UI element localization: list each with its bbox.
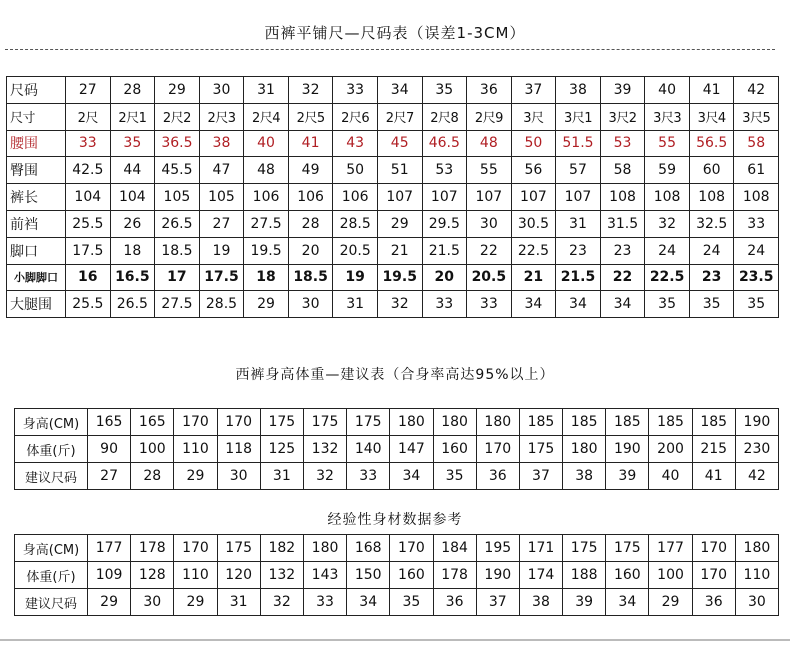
experience-chart-title: 经验性身材数据参考 xyxy=(327,512,463,528)
table-cell: 175 xyxy=(303,409,346,436)
table-cell: 29 xyxy=(174,463,217,490)
table-cell: 3尺4 xyxy=(689,103,734,130)
table-cell: 36 xyxy=(692,589,735,616)
table-cell: 175 xyxy=(260,409,303,436)
table-cell: 33 xyxy=(333,77,378,104)
table-cell: 30 xyxy=(467,210,512,237)
table-cell: 175 xyxy=(563,535,606,562)
table-cell: 24 xyxy=(734,237,779,264)
table-cell: 29 xyxy=(377,210,422,237)
table-cell: 34 xyxy=(511,291,556,318)
table-cell: 30 xyxy=(131,589,174,616)
table-row xyxy=(15,409,779,436)
table-cell: 160 xyxy=(390,562,433,589)
table-cell: 128 xyxy=(131,562,174,589)
table-cell: 46.5 xyxy=(422,130,467,157)
table-cell: 100 xyxy=(649,562,692,589)
table-cell: 107 xyxy=(467,184,512,211)
table-cell: 36 xyxy=(433,589,476,616)
row-header: 体重(斤) xyxy=(15,436,88,463)
table-cell: 171 xyxy=(519,535,562,562)
table-cell: 29.5 xyxy=(422,210,467,237)
table-cell: 23 xyxy=(556,237,601,264)
table-cell: 31 xyxy=(556,210,601,237)
table-cell: 140 xyxy=(347,436,390,463)
table-cell: 150 xyxy=(347,562,390,589)
table-cell: 22.5 xyxy=(511,237,556,264)
table-cell: 24 xyxy=(645,237,690,264)
table-cell: 33 xyxy=(347,463,390,490)
table-cell: 48 xyxy=(467,130,512,157)
row-header: 臀围 xyxy=(7,157,66,184)
table-cell: 36.5 xyxy=(155,130,200,157)
table-cell: 32 xyxy=(288,77,333,104)
table-cell: 180 xyxy=(476,409,519,436)
table-cell: 109 xyxy=(88,562,131,589)
table-row xyxy=(15,463,779,490)
table-cell: 190 xyxy=(606,436,649,463)
table-cell: 19 xyxy=(199,237,244,264)
table-cell: 29 xyxy=(174,589,217,616)
table-cell: 120 xyxy=(217,562,260,589)
row-header: 身高(CM) xyxy=(15,409,88,436)
bottom-border xyxy=(0,639,790,641)
table-row xyxy=(7,130,779,157)
table-row xyxy=(7,237,779,264)
table-cell: 170 xyxy=(217,409,260,436)
table-cell: 175 xyxy=(519,436,562,463)
table-cell: 32 xyxy=(645,210,690,237)
table-cell: 174 xyxy=(519,562,562,589)
table-cell: 23 xyxy=(689,264,734,291)
table-cell: 108 xyxy=(689,184,734,211)
table-cell: 29 xyxy=(649,589,692,616)
table-cell: 2尺6 xyxy=(333,103,378,130)
table-cell: 33 xyxy=(734,210,779,237)
table-cell: 107 xyxy=(377,184,422,211)
table-cell: 180 xyxy=(563,436,606,463)
table-cell: 37 xyxy=(519,463,562,490)
table-cell: 43 xyxy=(333,130,378,157)
table-cell: 34 xyxy=(556,291,601,318)
table-cell: 45.5 xyxy=(155,157,200,184)
table-cell: 21.5 xyxy=(422,237,467,264)
table-cell: 24 xyxy=(689,237,734,264)
table-cell: 18 xyxy=(110,237,155,264)
table-cell: 37 xyxy=(511,77,556,104)
table-cell: 190 xyxy=(735,409,778,436)
table-cell: 132 xyxy=(303,436,346,463)
table-cell: 118 xyxy=(217,436,260,463)
table-cell: 39 xyxy=(606,463,649,490)
table-cell: 170 xyxy=(692,562,735,589)
table-cell: 16.5 xyxy=(110,264,155,291)
table-cell: 44 xyxy=(110,157,155,184)
table-cell: 35 xyxy=(645,291,690,318)
table-cell: 170 xyxy=(174,409,217,436)
table-row xyxy=(7,103,779,130)
table-cell: 42 xyxy=(735,463,778,490)
table-cell: 35 xyxy=(689,291,734,318)
table-cell: 106 xyxy=(288,184,333,211)
table-cell: 27 xyxy=(66,77,111,104)
table-row xyxy=(7,77,779,104)
table-cell: 2尺 xyxy=(66,103,111,130)
experience-chart-table xyxy=(14,534,779,616)
table-cell: 30 xyxy=(735,589,778,616)
table-cell: 104 xyxy=(66,184,111,211)
table-cell: 33 xyxy=(303,589,346,616)
table-cell: 26.5 xyxy=(155,210,200,237)
table-cell: 170 xyxy=(174,535,217,562)
table-cell: 53 xyxy=(422,157,467,184)
table-cell: 107 xyxy=(422,184,467,211)
table-cell: 147 xyxy=(390,436,433,463)
table-cell: 61 xyxy=(734,157,779,184)
table-cell: 170 xyxy=(692,535,735,562)
table-cell: 41 xyxy=(689,77,734,104)
table-cell: 215 xyxy=(692,436,735,463)
table-cell: 22 xyxy=(600,264,645,291)
table-cell: 42 xyxy=(734,77,779,104)
table-cell: 51.5 xyxy=(556,130,601,157)
table-cell: 32 xyxy=(303,463,346,490)
table-row xyxy=(15,562,779,589)
table-cell: 19.5 xyxy=(244,237,289,264)
table-cell: 27 xyxy=(199,210,244,237)
table-cell: 39 xyxy=(600,77,645,104)
table-cell: 53 xyxy=(600,130,645,157)
table-cell: 2尺5 xyxy=(288,103,333,130)
table-cell: 177 xyxy=(88,535,131,562)
row-header: 脚口 xyxy=(7,237,66,264)
table-cell: 34 xyxy=(390,463,433,490)
table-cell: 2尺3 xyxy=(199,103,244,130)
table-cell: 110 xyxy=(174,436,217,463)
table-cell: 105 xyxy=(199,184,244,211)
table-cell: 106 xyxy=(333,184,378,211)
table-cell: 56 xyxy=(511,157,556,184)
table-cell: 20 xyxy=(288,237,333,264)
row-header: 身高(CM) xyxy=(15,535,88,562)
table-cell: 60 xyxy=(689,157,734,184)
table-cell: 160 xyxy=(606,562,649,589)
table-cell: 38 xyxy=(199,130,244,157)
table-cell: 26.5 xyxy=(110,291,155,318)
table-cell: 33 xyxy=(66,130,111,157)
table-cell: 28.5 xyxy=(333,210,378,237)
table-cell: 195 xyxy=(476,535,519,562)
table-cell: 29 xyxy=(244,291,289,318)
table-cell: 170 xyxy=(390,535,433,562)
table-cell: 38 xyxy=(563,463,606,490)
table-cell: 178 xyxy=(131,535,174,562)
row-header: 建议尺码 xyxy=(15,463,88,490)
row-header: 尺寸 xyxy=(7,103,66,130)
table-row xyxy=(7,291,779,318)
table-cell: 184 xyxy=(433,535,476,562)
table-cell: 175 xyxy=(217,535,260,562)
table-cell: 32.5 xyxy=(689,210,734,237)
table-cell: 25.5 xyxy=(66,291,111,318)
table-cell: 40 xyxy=(645,77,690,104)
table-cell: 23.5 xyxy=(734,264,779,291)
table-cell: 31.5 xyxy=(600,210,645,237)
table-cell: 21 xyxy=(377,237,422,264)
table-cell: 30 xyxy=(217,463,260,490)
table-cell: 48 xyxy=(244,157,289,184)
table-cell: 31 xyxy=(244,77,289,104)
table-row xyxy=(7,184,779,211)
table-cell: 28 xyxy=(110,77,155,104)
table-cell: 59 xyxy=(645,157,690,184)
table-cell: 178 xyxy=(433,562,476,589)
table-cell: 107 xyxy=(556,184,601,211)
table-cell: 125 xyxy=(260,436,303,463)
table-cell: 25.5 xyxy=(66,210,111,237)
table-cell: 175 xyxy=(606,535,649,562)
table-cell: 34 xyxy=(377,77,422,104)
table-cell: 19.5 xyxy=(377,264,422,291)
table-cell: 29 xyxy=(155,77,200,104)
row-header: 大腿围 xyxy=(7,291,66,318)
table-cell: 104 xyxy=(110,184,155,211)
table-cell: 35 xyxy=(734,291,779,318)
table-cell: 168 xyxy=(347,535,390,562)
table-cell: 32 xyxy=(260,589,303,616)
table-cell: 170 xyxy=(476,436,519,463)
title-divider xyxy=(5,49,775,50)
table-cell: 16 xyxy=(66,264,111,291)
row-header: 小脚脚口 xyxy=(7,264,66,291)
table-cell: 18.5 xyxy=(155,237,200,264)
table-cell: 56.5 xyxy=(689,130,734,157)
table-cell: 30 xyxy=(199,77,244,104)
table-cell: 27.5 xyxy=(244,210,289,237)
table-cell: 165 xyxy=(131,409,174,436)
table-cell: 3尺5 xyxy=(734,103,779,130)
row-header: 腰围 xyxy=(7,130,66,157)
table-cell: 58 xyxy=(600,157,645,184)
table-cell: 55 xyxy=(645,130,690,157)
table-cell: 110 xyxy=(735,562,778,589)
table-row xyxy=(7,210,779,237)
table-cell: 165 xyxy=(88,409,131,436)
table-cell: 55 xyxy=(467,157,512,184)
table-cell: 2尺1 xyxy=(110,103,155,130)
table-cell: 3尺1 xyxy=(556,103,601,130)
table-cell: 106 xyxy=(244,184,289,211)
table-row xyxy=(7,264,779,291)
table-cell: 185 xyxy=(606,409,649,436)
table-row xyxy=(15,436,779,463)
table-cell: 47 xyxy=(199,157,244,184)
table-cell: 23 xyxy=(600,237,645,264)
table-cell: 49 xyxy=(288,157,333,184)
table-cell: 180 xyxy=(735,535,778,562)
table-cell: 108 xyxy=(645,184,690,211)
table-cell: 110 xyxy=(174,562,217,589)
recommend-chart-table xyxy=(14,408,779,490)
table-cell: 39 xyxy=(563,589,606,616)
table-cell: 27 xyxy=(88,463,131,490)
table-cell: 31 xyxy=(333,291,378,318)
row-header: 尺码 xyxy=(7,77,66,104)
table-cell: 180 xyxy=(390,409,433,436)
table-cell: 100 xyxy=(131,436,174,463)
table-cell: 177 xyxy=(649,535,692,562)
row-header: 建议尺码 xyxy=(15,589,88,616)
table-cell: 36 xyxy=(467,77,512,104)
table-cell: 20.5 xyxy=(467,264,512,291)
table-cell: 2尺4 xyxy=(244,103,289,130)
table-cell: 33 xyxy=(422,291,467,318)
table-cell: 27.5 xyxy=(155,291,200,318)
table-cell: 132 xyxy=(260,562,303,589)
table-cell: 26 xyxy=(110,210,155,237)
table-cell: 2尺2 xyxy=(155,103,200,130)
table-cell: 21 xyxy=(511,264,556,291)
table-cell: 2尺9 xyxy=(467,103,512,130)
table-cell: 35 xyxy=(390,589,433,616)
size-chart-table xyxy=(6,76,779,318)
table-cell: 35 xyxy=(433,463,476,490)
table-cell: 185 xyxy=(563,409,606,436)
table-cell: 34 xyxy=(600,291,645,318)
row-header: 前裆 xyxy=(7,210,66,237)
table-cell: 40 xyxy=(244,130,289,157)
table-cell: 31 xyxy=(260,463,303,490)
table-cell: 190 xyxy=(476,562,519,589)
table-cell: 40 xyxy=(649,463,692,490)
table-cell: 200 xyxy=(649,436,692,463)
table-cell: 2尺7 xyxy=(377,103,422,130)
table-cell: 58 xyxy=(734,130,779,157)
table-cell: 17 xyxy=(155,264,200,291)
table-cell: 33 xyxy=(467,291,512,318)
table-cell: 21.5 xyxy=(556,264,601,291)
size-chart-title: 西裤平铺尺—尺码表（误差1-3CM） xyxy=(264,24,526,42)
table-cell: 38 xyxy=(519,589,562,616)
table-cell: 32 xyxy=(377,291,422,318)
row-header: 体重(斤) xyxy=(15,562,88,589)
table-cell: 143 xyxy=(303,562,346,589)
table-cell: 36 xyxy=(476,463,519,490)
table-cell: 230 xyxy=(735,436,778,463)
table-cell: 20.5 xyxy=(333,237,378,264)
table-cell: 160 xyxy=(433,436,476,463)
table-cell: 34 xyxy=(606,589,649,616)
table-cell: 38 xyxy=(556,77,601,104)
table-cell: 35 xyxy=(422,77,467,104)
table-cell: 3尺 xyxy=(511,103,556,130)
table-cell: 28 xyxy=(288,210,333,237)
table-cell: 185 xyxy=(692,409,735,436)
table-cell: 29 xyxy=(88,589,131,616)
table-cell: 35 xyxy=(110,130,155,157)
table-cell: 34 xyxy=(347,589,390,616)
table-cell: 105 xyxy=(155,184,200,211)
table-row xyxy=(15,535,779,562)
table-cell: 2尺8 xyxy=(422,103,467,130)
table-row xyxy=(15,589,779,616)
table-cell: 18.5 xyxy=(288,264,333,291)
table-cell: 17.5 xyxy=(199,264,244,291)
table-cell: 188 xyxy=(563,562,606,589)
table-cell: 182 xyxy=(260,535,303,562)
table-cell: 41 xyxy=(692,463,735,490)
table-row xyxy=(7,157,779,184)
table-cell: 3尺2 xyxy=(600,103,645,130)
table-cell: 50 xyxy=(333,157,378,184)
table-cell: 37 xyxy=(476,589,519,616)
table-cell: 51 xyxy=(377,157,422,184)
recommend-chart-title: 西裤身高体重—建议表（合身率高达95%以上） xyxy=(235,367,555,383)
table-cell: 108 xyxy=(600,184,645,211)
table-cell: 107 xyxy=(511,184,556,211)
table-cell: 108 xyxy=(734,184,779,211)
table-cell: 28.5 xyxy=(199,291,244,318)
table-cell: 17.5 xyxy=(66,237,111,264)
table-cell: 30.5 xyxy=(511,210,556,237)
table-cell: 185 xyxy=(519,409,562,436)
table-cell: 90 xyxy=(88,436,131,463)
table-cell: 19 xyxy=(333,264,378,291)
table-cell: 3尺3 xyxy=(645,103,690,130)
table-cell: 22.5 xyxy=(645,264,690,291)
table-cell: 22 xyxy=(467,237,512,264)
table-cell: 45 xyxy=(377,130,422,157)
table-cell: 57 xyxy=(556,157,601,184)
table-cell: 30 xyxy=(288,291,333,318)
table-cell: 18 xyxy=(244,264,289,291)
table-cell: 41 xyxy=(288,130,333,157)
table-cell: 28 xyxy=(131,463,174,490)
row-header: 裤长 xyxy=(7,184,66,211)
table-cell: 50 xyxy=(511,130,556,157)
table-cell: 185 xyxy=(649,409,692,436)
table-cell: 20 xyxy=(422,264,467,291)
table-cell: 42.5 xyxy=(66,157,111,184)
table-cell: 31 xyxy=(217,589,260,616)
table-cell: 180 xyxy=(433,409,476,436)
table-cell: 175 xyxy=(347,409,390,436)
table-cell: 180 xyxy=(303,535,346,562)
